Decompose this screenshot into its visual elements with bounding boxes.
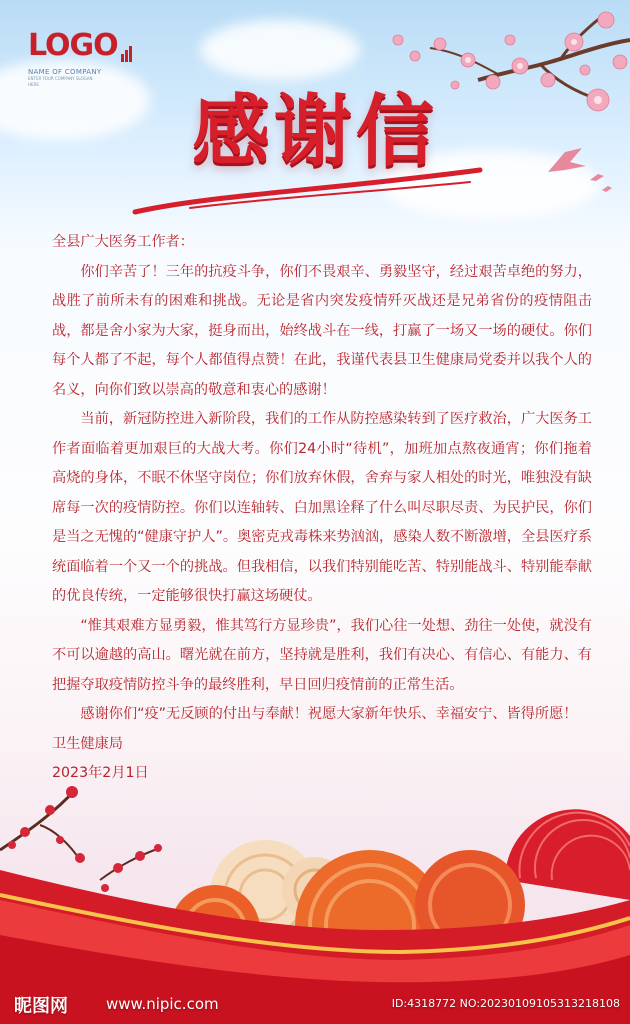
page-title: 感谢信 xyxy=(191,86,438,177)
logo-tagline: ENTER YOUR COMPANY SLOGAN HERE xyxy=(28,76,93,87)
watermark-bar xyxy=(0,986,630,1024)
letter-paragraph: 你们辛苦了！三年的抗疫斗争，你们不畏艰辛、勇毅坚守，经过艰苦卓绝的努力，战胜了前所未有的困难和挑战。无论是省内突发疫情歼灭战还是兄弟省份的疫情阻击战，都是舍小家为大家，挺身而出，始终战斗在一线，打赢了一场又一场的硬仗。你们每个人都了不起，每个人都值得点赞！在此，我谨代表县卫生健康局党委并以我个人的名义，向你们致以崇高的敬意和衷心的感谢！ xyxy=(52,263,592,398)
red-fan-icon xyxy=(505,809,630,900)
letter-paragraph: 当前，新冠防控进入新阶段，我们的工作从防控感染转到了医疗救治，广大医务工作者面临着更加艰巨的大战大考。你们24小时“待机”，加班加点熬夜通宵；你们拖着高烧的身体，不眠不休坚守岗位；你们放弃休假，舍弃与家人相处的时光，唯独没有缺席每一次的疫情防控。你们以连轴转、白加黑诠释了什么叫尽职尽责、为民护民，你们是当之无愧的“健康守护人”。奥密克戎毒株来势汹汹，感染人数不断激增，全县医疗系统面临着一个又一个的挑战。但我相信，以我们特别能吃苦、特别能战斗、特别能奉献的优良传统，一定能够很快打赢这场硬仗。 xyxy=(52,411,592,604)
letter-paragraph: “惟其艰难方显勇毅，惟其笃行方显珍贵”，我们心往一处想、劲往一处使，就没有不可以逾越的高山。曙光就在前方，坚持就是胜利，我们有决心、有信心、有能力、有把握夺取疫情防控斗争的最终胜利，早日回归疫情前的正常生活。 xyxy=(52,617,592,693)
letter-signature: 卫生健康局 xyxy=(52,735,123,752)
logo-subtitle: NAME OF COMPANY xyxy=(28,68,102,76)
watermark-url[interactable]: www.nipic.com xyxy=(106,995,219,1013)
letter-paragraph: 感谢你们“疫”无反顾的付出与奉献！祝愿大家新年快乐、幸福安宁、皆得所愿！ xyxy=(80,706,578,722)
watermark-site-name: 昵图网 xyxy=(14,996,68,1017)
logo-wordmark: LOGO xyxy=(28,30,132,62)
watermark-id: ID:4318772 NO:20230109105313218108 xyxy=(391,997,620,1010)
letter-greeting: 全县广大医务工作者： xyxy=(52,234,194,250)
letter-date: 2023年2月1日 xyxy=(52,765,149,781)
